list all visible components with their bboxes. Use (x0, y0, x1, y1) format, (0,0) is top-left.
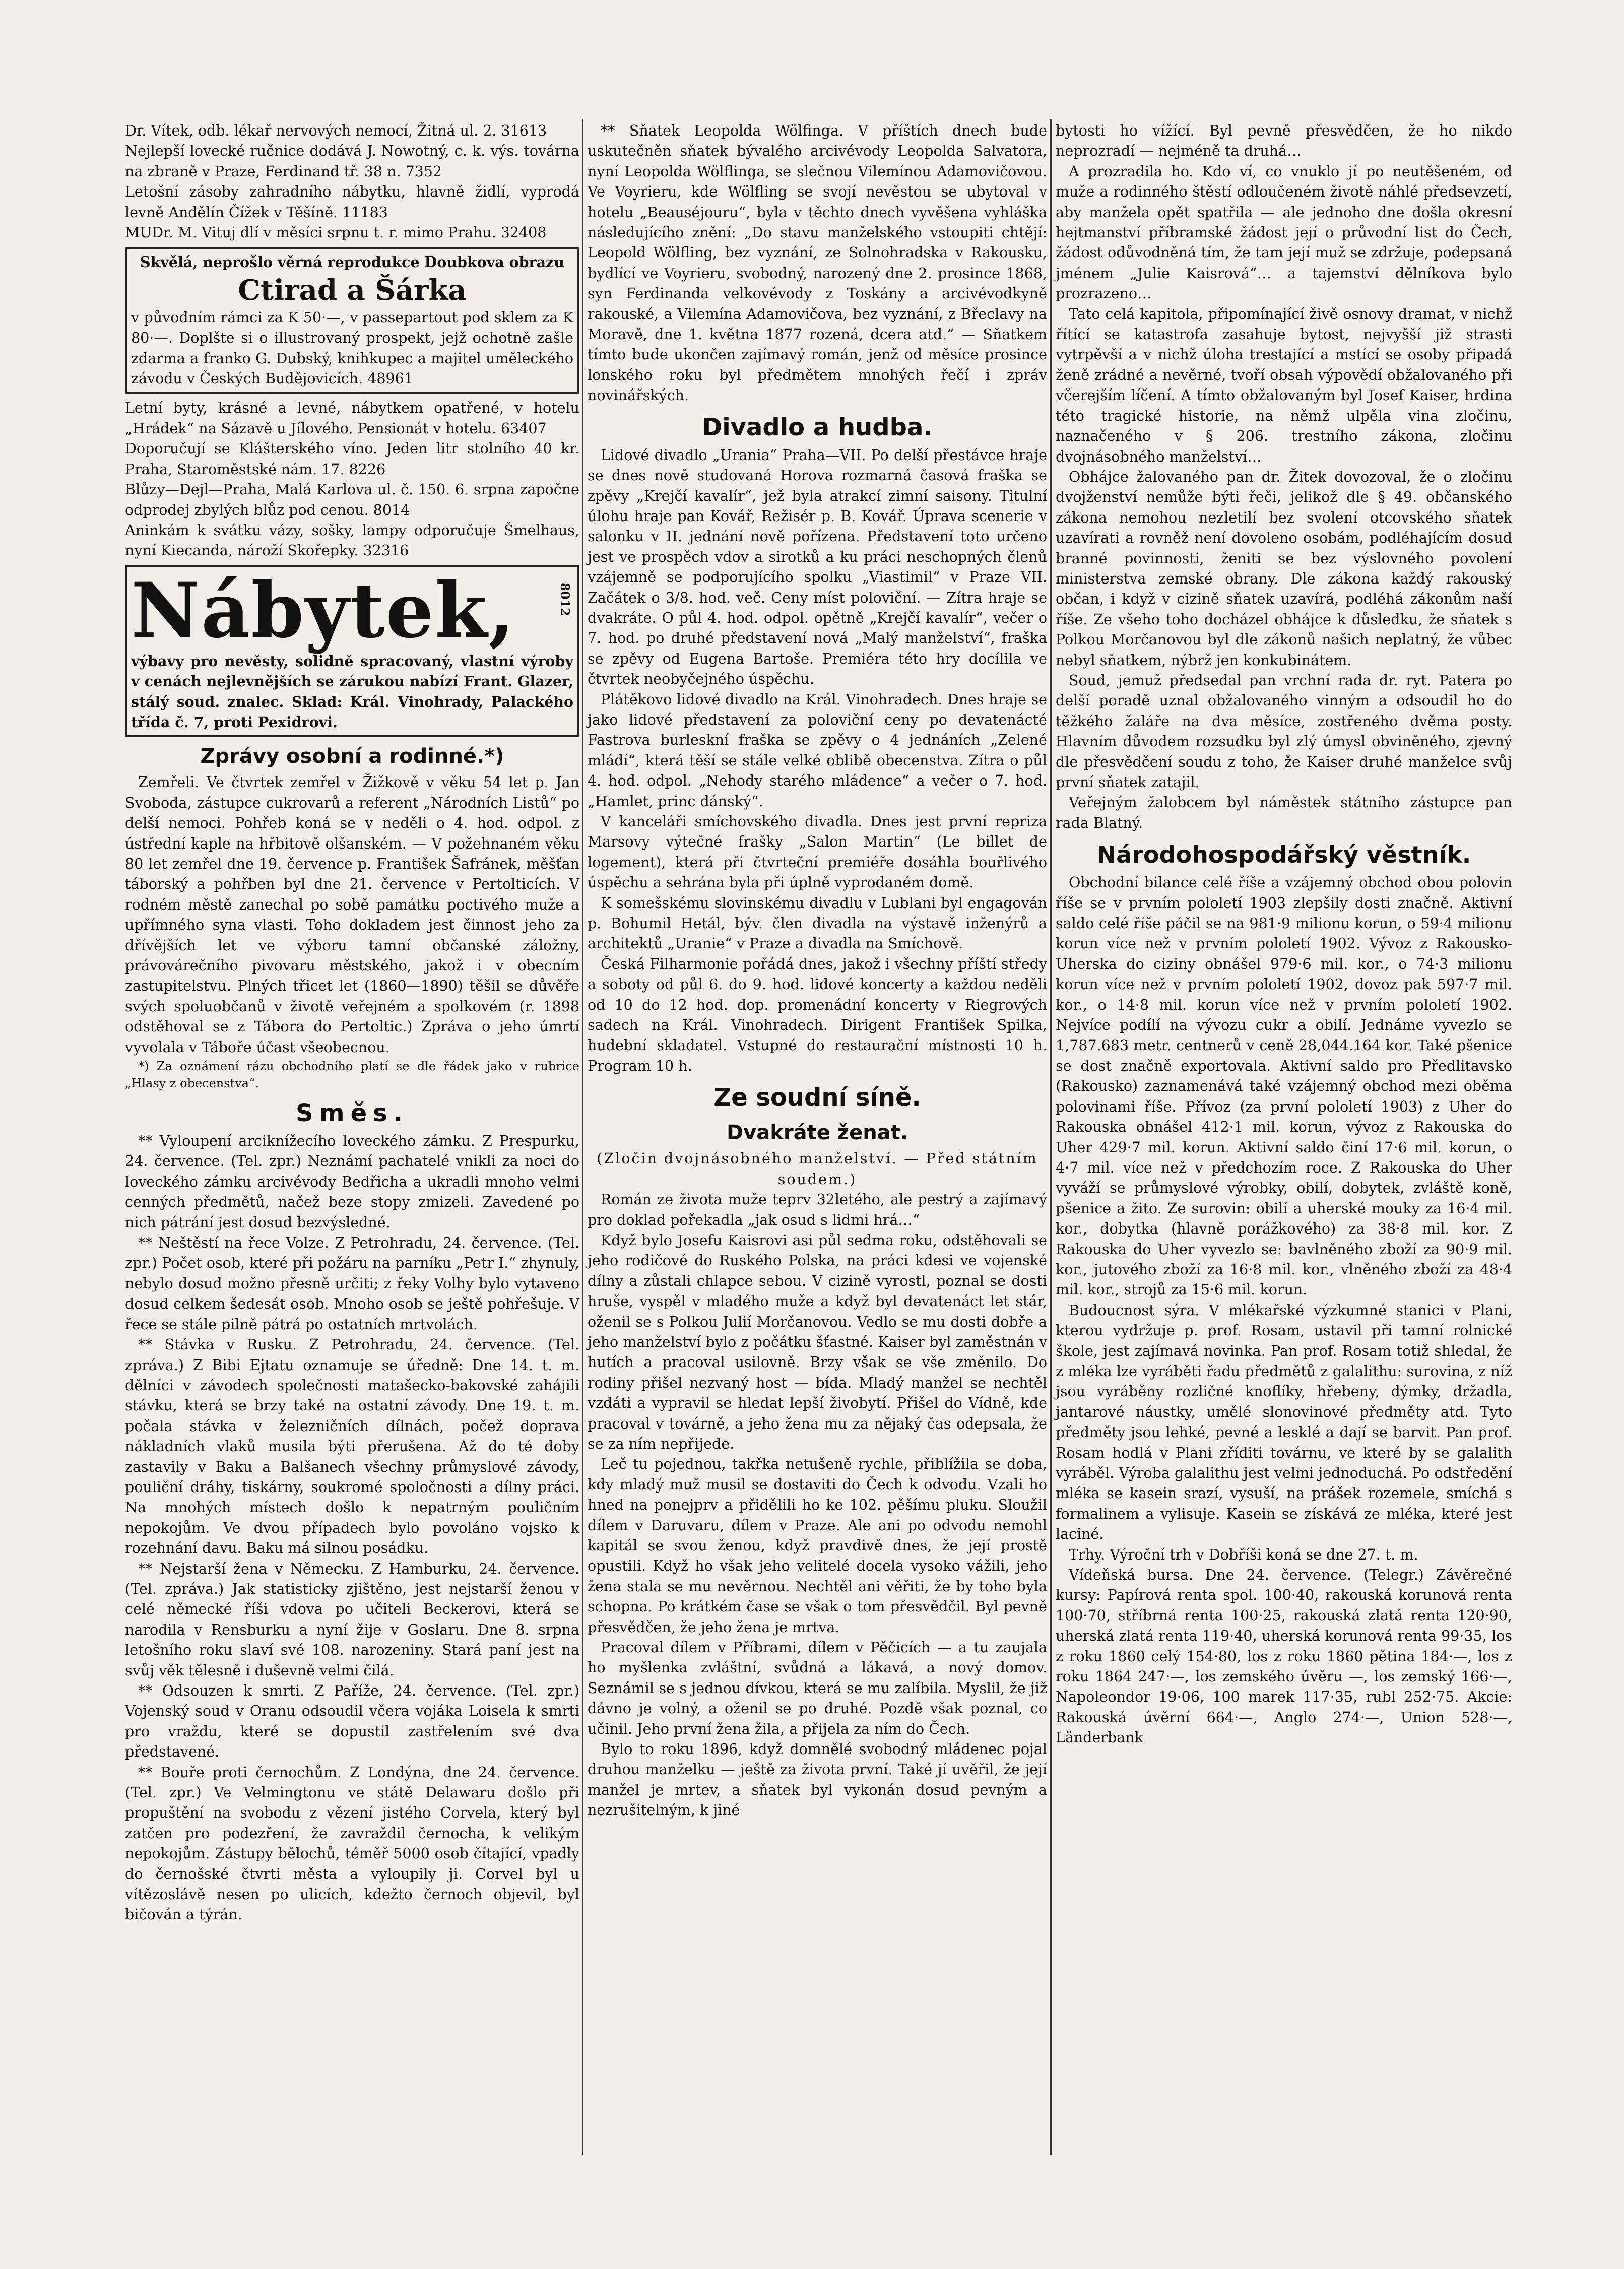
ad-nowotny: Nejlepší lovecké ručnice dodává J. Nowotný, c. k. výs. továrna na zbraně v Praze, Ferdinand tř. 38 n. 7352 (125, 143, 579, 180)
divadlo-item: Lidové divadlo „Urania“ Praha—VII. Po delší přestávce hraje se dnes nově studovaná Horova rozmarná časová fraška se zpěvy „Krejčí kavalír“, jež byla atrakcí zimní saisony. Titulní úlohu hraje pan Kovář, Režisér p. B. Kovář. Úprava scenerie v salonku v II. jednání nově pořízena. Představení toto určeno jest ve prospěch vdov a sirotků a ku práci neschopných členů vzájemně se podporujícího spolku „Viastimil“ v Praze VII. Začátek o 3/8. hod. več. Ceny míst poloviční. — Zítra hraje se dvakráte. O půl 4. hod. odpol. opětně „Krejčí kavalír“, večer o 7. hod. po druhé představení nová „Malý manželství“, fraška se zpěvy od Eugena Bartoše. Premiéra této hry docílila ve čtvrtek neobyčejného úspěchu. (588, 446, 1047, 688)
soud-subtitle-note: (Zločin dvojnásobného manželství. — Před státním soudem.) (597, 1150, 1038, 1188)
zpravy-note: *) Za oznámení rázu obchodního platí se dle řádek jako v rubrice „Hlasy z obecenstva“. (125, 1059, 579, 1091)
column-rule (1050, 119, 1052, 2155)
nabytek-code: 8012 (558, 582, 572, 616)
ad-vino: Doporučují se Klášterského víno. Jeden litr stolního 40 kr. Praha, Staroměstské nám. 17. 8226 (125, 440, 579, 478)
soud-continuation: Soud, jemuž předsedal pan vrchní rada dr. ryt. Patera po delší poradě uznal obžalovaného vinným a odsoudil ho do těžkého žaláře na dva měsíce, zostřeného dvěma posty. Hlavním důvodem rozsudku byl zlý úmysl obviněného, zjevný dle přesvědčení soudu z toho, že Kaiser druhé manželce svůj první sňatek zatajil. (1056, 672, 1512, 791)
soud-heading: Ze soudní síně. (713, 1083, 921, 1112)
smes-item: ** Neštěstí na řece Volze. Z Petrohradu, 24. července. (Tel. zpr.) Počet osob, které při požáru na parníku „Petr I.“ zhynuly, nebylo dosud možno přesně určiti; z řeky Volhy bylo vytaveno dosud celkem šedesát osob. Mnoho osob se ještě pohřešuje. V řece se stále pilně pátrá po ostatních mrtvolách. (125, 1235, 579, 1333)
soud-subheading: Dvakráte ženat. (727, 1121, 908, 1145)
smes-item: ** Bouře proti černochům. Z Londýna, dne 24. července. (Tel. zpr.) Ve Velmingtonu ve státě Delawaru došlo při propuštění na svobodu z vězení jistého Corvela, který byl zatčen pro podezření, že zavraždil černocha, k velikým nepokojům. Zástupy bělochů, téměř 5000 osob čítající, vpadly do černošské čtvrti města a vyloupily ji. Corvel byl u vítězoslávě nesen po ulicích, kdežto černoch objevil, byl bičován a týrán. (125, 1764, 579, 1923)
divadlo-item: V kanceláři smíchovského divadla. Dnes jest první repriza Marsovy výtečné frašky „Salon Martin“ (Le billet de logement), která při čtvrteční premiéře dosáhla bouřlivého úspěchu a sehrána byla při úplně vyprodaném domě. (588, 813, 1047, 891)
zpravy-text: Zemřeli. Ve čtvrtek zemřel v Žižkově v věku 54 let p. Jan Svoboda, zástupce cukrovarů a referent „Národních Listů“ po delší nemoci. Pohřeb koná se v neděli o 4. hod. odpol. z ústřední kaple na hřbitově olšanském. — V požehnaném věku 80 let zemřel dne 19. července p. František Šafránek, měšťan táborský a pohřben byl dne 21. července v Pertolticích. V rodném městě zanechal po sobě památku poctivého muže a upřímného syna vlasti. Toho dokladem jest činnost jeho za dřívějších let ve výboru tamní občanské záložny, právovárečního pivovaru městského, jakož i v obecním zastupitelstvu. Plných třicet let (1860—1890) těšil se důvěře svých spoluobčanů v životě veřejném a spolkovém (r. 1898 odstěhoval se z Tábora do Pertoltic.) Zpráva o jeho úmrtí vyvolala v Táboře účast všeobecnou. (125, 774, 579, 1056)
divadlo-item: K somešskému slovinskému divadlu v Lublani byl engagován p. Bohumil Hetál, býv. člen divadla na výstavě inženýrů a architektů „Uranie“ v Praze a divadla na Smíchově. (588, 894, 1047, 952)
soud-continuation: A prozradila ho. Kdo ví, co vnuklo jí po neutěšeném, od muže a rodinného štěstí odloučeném životě náhlé předsevzetí, aby manžela opět spatřila — ale jednoho dne došla okresní hejtmanství příbramské žádost její o průvodní list do Čech, žádost odůvodněná tím, že tam její muž se zdržuje, podepsaná jménem „Julie Kaisrová“… a tajemství dělníkova bylo prozrazeno… (1056, 163, 1512, 302)
soud-continuation: Tato celá kapitola, připomínající živě osnovy dramat, v nichž řítící se katastrofa zasahuje bytost, nejvyšší již strasti vytrpěvší a v nichž úloha trestající a mstící se osoby připadá ženě zrádné a nevěrné, tvoří obsah výpovědí obžalovaného při včerejším líčení. A tímto obžalovaným byl Josef Kaiser, hrdina této tragické historie, na němž ulpěla vina zločinu, naznačeného v § 206. trestního zákona, zločinu dvojnásobného manželství… (1056, 305, 1512, 465)
divadlo-item: Plátěkovo lidové divadlo na Král. Vinohradech. Dnes hraje se jako lidové představení za poloviční ceny po devatenácté Fastrova burleskní fraška se zpěvy o 4 jednáních „Zelené mládí“, která těší se stále velké oblibě obecenstva. Zítra o půl 4. hod. odpol. „Nehody starého mládence“ a večer o 7. hod. „Hamlet, princ dánský“. (588, 691, 1047, 810)
smes-item: ** Nejstarší žena v Německu. Z Hamburku, 24. července. (Tel. zpráva.) Jak statisticky zjištěno, jest nejstarší ženou v celé německé říši vdova po učiteli Beckerovi, která se narodila v Rensburku a nyní žije v Goslaru. Dne 8. srpna letošního roku slaví své 108. narozeniny. Stará paní jest na svůj věk tělesně i duševně velmi čilá. (125, 1560, 579, 1679)
soud-paragraph: Leč tu pojednou, takřka netušeně rychle, přiblížila se doba, kdy mladý muž musil se dostaviti do Čech k odvodu. Vzali ho hned na ponejprv a přidělili ho ke 102. pěšímu pluku. Sloužil dílem v Daruvaru, dílem v Praze. Ale ani po odvodu nemohl kapitál se svou ženou, když pravdivě dnes, že její prostě opustili. Když ho však jeho velitelé docela vysoko vážili, jeho žena stala se mu nevěrnou. Nechtěl ani věřiti, že by toho byla schopna. Po krátkém čase se však o tom přesvědčil. Byl pevně přesvědčen, že jeho žena je mrtva. (588, 1456, 1047, 1636)
vestnik-item: Trhy. Výroční trh v Dobříši koná se dne 27. t. m. (1069, 1546, 1418, 1563)
soud-paragraph: Pracoval dílem v Příbrami, dílem v Pěčicích — a tu zaujala ho myšlenka zvláštní, svůdná a lákavá, a nový domov. Seznámil se s jednou dívkou, která se mu zalíbila. Myslil, že již dávno je volný, a oženil se po druhé. Pozdě však poznal, co učinil. Jeho první žena žila, a přijela za ním do Čech. (588, 1639, 1047, 1737)
soud-continuation: Obhájce žalovaného pan dr. Žitek dovozoval, že o zločinu dvojženství nemůže býti řeči, jelikož dle § 49. občanského zákona nemohou nezletilí bez svolení otcovského sňatek uzavírati a rovněž není dovoleno osobám, podléhajícím dosud branné povinnosti, ženiti se bez výslovného povolení ministerstva zemské obrany. Dle zákona každý rakouský občan, i když v cizině sňatek uzavírá, podléhá zákonům naší říše. Ze všeho toho docházel obhájce k důsledku, že sňatek s Polkou Morčanovou byl dle zákonů našich neplatný, že vůbec nebyl sňatkem, nýbrž jen konkubinátem. (1056, 468, 1512, 669)
soud-continuation: Veřejným žalobcem byl náměstek státního zástupce pan rada Blatný. (1056, 794, 1512, 831)
ad-sarka-text: v původním rámci za K 50·—, v passepartout pod sklem za K 80·—. Doplšte si o illustrovaný prospekt, jejž ochotně zašle zdarma a franko G. Dubský, knihkupec a majitel uměleckého závodu v Českých Budějovicích. 48961 (131, 309, 573, 387)
soud-paragraph: Bylo to roku 1896, když domnělé svobodný mládenec pojal druhou manželku — ještě za života první. Také jí uvěřil, že její manžel je mrtev, a sňatek byl vykonán dosud pevným a nezrušitelným, k jiné (588, 1741, 1047, 1819)
column-3 (1056, 121, 1512, 1748)
vestnik-item: Budoucnost sýra. V mlékařské výzkumné stanici v Plani, kterou vydržuje p. prof. Rosam, ustavil při tamní rolnické škole, jest zajímavá novinka. Pan prof. Rosam totiž shledal, že z mléka lze vyráběti řadu předmětů z galalithu: surovina, z níž jsou vyráběny rozličné knoflíky, hřebeny, dýmky, držadla, jantarové náustky, umělé slonovinové předměty atd. Tyto předměty jsou lehké, pevné a lesklé a dají se barvit. Pan prof. Rosam hodlá v Plani zříditi továrnu, ve které by se galalith vyráběl. Výroba galalithu jest velmi jednoduchá. Po odstředění mléka se kasein srazí, vysuší, na prášek rozemele, smíchá s formalinem a vylisuje. Kasein se získává ze mléka, které jest laciné. (1056, 1302, 1512, 1543)
column-rule (582, 119, 583, 2155)
divadlo-item: Česká Filharmonie pořádá dnes, jakož i všechny příští středy a soboty od půl 6. do 9. hod. lidové koncerty a každou neděli od 10 do 12 hod. dop. promenádní koncerty v Riegrových sadech na Král. Vinohradech. Dirigent František Spilka, hudební skladatel. Vstupné do restaurační místnosti 10 h. Program 10 h. (588, 955, 1047, 1074)
column-2 (588, 121, 1047, 1821)
ad-box-nabytek (125, 565, 579, 738)
nabytek-title: Nábytek, (131, 566, 516, 655)
vestnik-item: Obchodní bilance celé říše a vzájemný obchod obou polovin říše se v prvním pololetí 1903 zlepšily dosti značně. Aktivní saldo celé říše páčil se na 981·9 milionu korun, o 59·4 milionu korun více než v prvním pololetí 1902. Vývoz z Rakousko-Uherska do ciziny obnášel 979·6 mil. kor., o 74·3 milionu korun více než v prvním pololetí 1902, dovoz pak 597·7 mil. kor., o 14·8 mil. korun více než v prvním pololetí 1902. Nejvíce podílí na vývozu cukr a obilí. Jednáme vyvezlo se 1,787.683 metr. centnerů v ceně 28,044.164 kor. Také pšenice se dost značně exportovala. Aktivní saldo pro Předlitavsko (Rakousko) zaznamenává také vzájemný obchod mezi oběma polovinami říše. Přívoz (za první pololetí 1903) z Uher do Rakouska obnášel 412·1 mil. korun, vývoz z Rakouska do Uher 429·7 mil. korun. Aktivní saldo činí 17·6 mil. korun, o 4·7 mil. více než v předchozím roce. Z Rakouska do Uher vyváží se průmyslové výrobky, obilí, dobytek, zvláště koně, pšenice a žito. Ze surovin: obilí a uherské mouky za 16·4 mil. kor., dobytka (hlavně porážkového) za 38·8 mil. kor. Z Rakouska do Uher vyvezlo se: bavlněného zboží za 90·9 mil. kor., jutového zboží za 16·8 mil. kor., vlněného zboží za 48·4 mil. kor., strojů za 15·6 mil. korun. (1056, 874, 1512, 1299)
nabytek-text: výbavy pro nevěsty, solidně spracovaný, vlastní výroby v cenách nejlevnějších se zárukou nabízí Frant. Glazer, stálý soud. znalec. Sklad: Král. Vinohrady, Palackého třída č. 7, proti Pexidrovi. (131, 652, 573, 731)
ad-sarka-title: Ctirad a Šárka (238, 273, 467, 307)
vestnik-heading: Národohospodářský věstník. (1096, 841, 1471, 869)
vestnik-item: Vídeňská bursa. Dne 24. července. (Telegr.) Závěrečné kursy: Papírová renta spol. 100·40, rakouská korunová renta 100·70, stříbrná renta 100·25, rakouská zlatá renta 120·90, uherská zlatá renta 119·40, uherská korunová renta 99·35, los z roku 1860 celý 154·80, los z roku 1860 pětina 184·—, los z roku 1864 247·—, los zemského úvěru —, los zemský 166·—, Napoleondor 19·06, 100 marek 117·35, rubl 252·75. Akcie: Rakouská úvěrní 664·—, Anglo 274·—, Union 528·—, Länderbank (1056, 1567, 1512, 1746)
ad-bluzy: Blůzy—Dejl—Praha, Malá Karlova ul. č. 150. 6. srpna započne odprodej zbylých blůz pod cenou. 8014 (125, 481, 579, 518)
ad-box-sarka (125, 247, 579, 394)
zpravy-heading: Zprávy osobní a rodinné.*) (200, 745, 504, 768)
column-1 (125, 121, 579, 1925)
divadlo-heading: Divadlo a hudba. (702, 413, 933, 441)
ad-cizek: Letošní zásoby zahradního nábytku, hlavně židlí, vyprodá levně Andělín Čížek v Těšíně. 11183 (125, 183, 579, 221)
soud-paragraph: Román ze života muže teprv 32letého, ale pestrý a zajímavý pro doklad pořekadla „jak osud s lidmi hrá…“ (588, 1191, 1047, 1228)
ad-sarka-head: Skvělá, neprošlo věrná reprodukce Doubkova obrazu (140, 253, 564, 271)
ad-letni-byty: Letní byty, krásné a levné, nábytkem opatřené, v hotelu „Hrádek“ na Sázavě u Jílového. Pensionát v hotelu. 63407 (125, 400, 579, 437)
smes-item: ** Odsouzen k smrti. Z Paříže, 24. července. (Tel. zpr.) Vojenský soud v Oranu odsoudil včera vojáka Loisela k smrti pro vraždu, které se dopustil zastřelením své dva představené. (125, 1682, 579, 1761)
soud-continuation: bytosti ho vížící. Byl pevně přesvědčen, že ho nikdo neprozradí — nejméně ta druhá… (1056, 122, 1512, 160)
smes-item: ** Stávka v Rusku. Z Petrohradu, 24. července. (Tel. zpráva.) Z Bibi Ejtatu oznamuje se úředně: Dne 14. t. m. dělníci v závodech společnosti matašecko-bakovské zahájili stávku, která se brzy také na ostatní závody. Dne 19. t. m. počala stávka v železničních dílnách, počež doprava nákladních vlaků musila býti přerušena. Až do té doby zastavily v Baku a Balšanech všechny průmyslové závody, pouliční dráhy, tiskárny, soukromé spoločnosti a dílny práci. Na mnohých místech došlo k nepatrným pouličním nepokojům. Ve dvou případech bylo povoláno vojsko k rozehnání davu. Baku má silnou posádku. (125, 1336, 579, 1557)
ad-vitek: Dr. Vítek, odb. lékař nervových nemocí, Žitná ul. 2. 31613 (125, 122, 547, 139)
smes-heading: Směs. (296, 1099, 409, 1128)
wolfling-article: ** Sňatek Leopolda Wölfinga. V příštích dnech bude uskutečněn sňatek bývalého arcivévody Leopolda Salvatora, nyní Leopolda Wölflinga, se slečnou Vilemínou Adamovičovou. Ve Voyrieru, kde Wölfling se svojí nevěstou se ubytoval v hotelu „Beauséjouru“, byla v těchto dnech vyvěšena vyhláška následujícího znění: „Do stavu manželského vstoupiti chtějí: Leopold Wölfling, bez vyznání, ze Solnohradska v Rakousku, bydlící ve Voyrieru, svobodný, narozený dne 2. prosince 1868, syn Ferdinanda velkovévody z Toskány a arcivévodkyně rakouské, a Vilemína Adamovičova, bez vyznání, z Břeclavy na Moravě, dne 1. května 1877 rozená, dcera atd.“ — Sňatkem tímto bude ukončen zajímavý román, jenž od měsíce prosince lonského roku byl předmětem mnohých řečí i zpráv novinářských. (588, 122, 1047, 404)
ad-vituj: MUDr. M. Vituj dlí v měsíci srpnu t. r. mimo Prahu. 32408 (125, 224, 547, 241)
ad-smelhaus: Aninkám k svátku vázy, sošky, lampy odporučuje Šmelhaus, nyní Kiecanda, nároží Skořepky. 32316 (125, 522, 579, 559)
soud-paragraph: Když bylo Josefu Kaisrovi asi půl sedma roku, odstěhovali se jeho rodičové do Ruského Polska, na práci kdesi ve vojenské dílny a zůstali chlapce sebou. V cizině vyrostl, poznal se dosti hruše, vyspěl v mladého muže a když byl devatenáct let stár, oženil se s Polkou Julií Morčanovou. Vedlo se mu dosti dobře a jeho manželství bylo z počátku šťastné. Kaiser byl zaměstnán v hutích a pracoval usilovně. Brzy však se vše změnilo. Do rodiny přišel nezvaný host — bída. Mladý manžel se nechtěl vzdáti a vypravil se hledat lepší živobytí. Přišel do Vídně, kde pracoval v továrně, a jeho žena mu za nějaký čas odepsala, že se za ním nepřijede. (588, 1231, 1047, 1452)
smes-item: ** Vyloupení arciknížecího loveckého zámku. Z Prespurku, 24. července. (Tel. zpr.) Neznámí pachatelé vnikli za noci do loveckého zámku arcivévody Bedřicha a ukradli mnoho velmi cenných předmětů, načež beze stopy zmizeli. Zavedené po nich pátrání jest dosud bezvýsledné. (125, 1133, 579, 1231)
